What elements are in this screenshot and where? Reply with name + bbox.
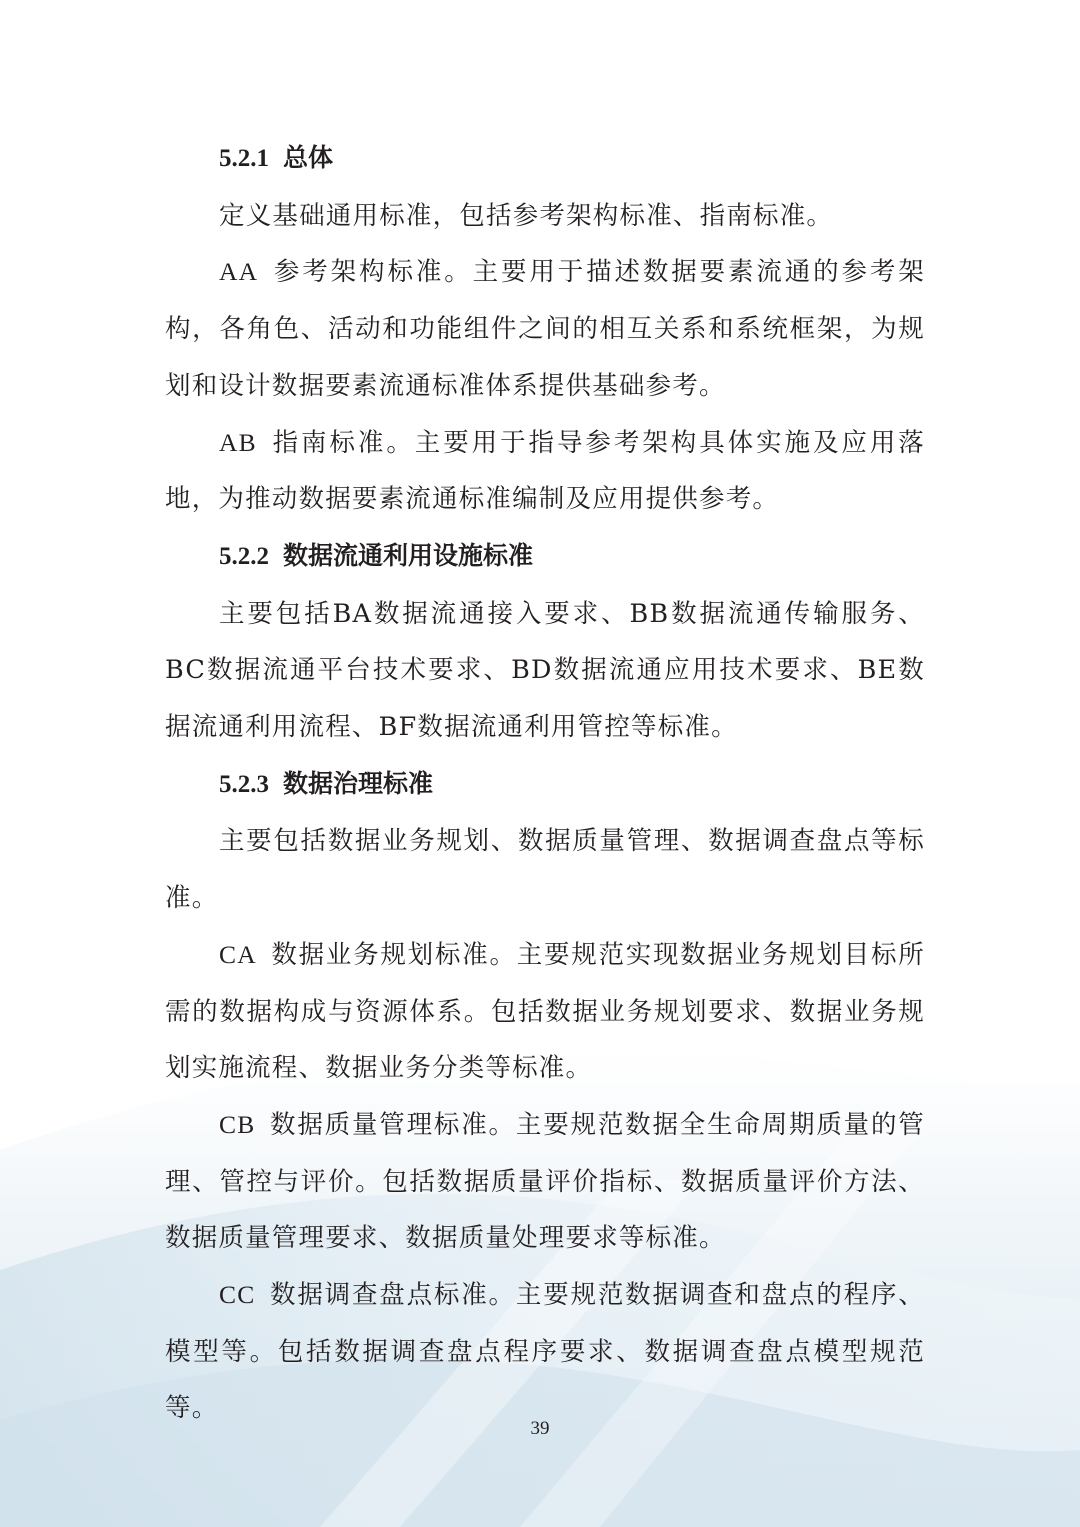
section-number: 5.2.1 bbox=[219, 145, 269, 172]
standard-code: CC bbox=[219, 1280, 256, 1310]
section-title: 总体 bbox=[283, 143, 334, 172]
paragraph-text: 数据调查盘点标准。主要规范数据调查和盘点的程序、模型等。包括数据调查盘点程序要求、数据调查盘点模型规范等。 bbox=[165, 1280, 925, 1424]
section-number: 5.2.2 bbox=[219, 542, 269, 570]
section-title: 数据流通利用设施标准 bbox=[283, 540, 534, 570]
paragraph bbox=[165, 244, 925, 414]
paragraph bbox=[165, 586, 925, 756]
paragraph-text: 数据业务规划标准。主要规范实现数据业务规划目标所需的数据构成与资源体系。包括数据业务规划要求、数据业务规划实施流程、数据业务分类等标准。 bbox=[165, 939, 925, 1084]
paragraph bbox=[165, 1097, 925, 1267]
paragraph-text: 定义基础通用标准，包括参考架构标准、指南标准。 bbox=[219, 200, 834, 231]
paragraph-text: 参考架构标准。主要用于描述数据要素流通的参考架构，各角色、活动和功能组件之间的相互关系和系统框架，为规划和设计数据要素流通标准体系提供基础参考。 bbox=[165, 257, 925, 401]
paragraph bbox=[165, 1267, 925, 1437]
paragraph-text: 主要包括BA数据流通接入要求、BB数据流通传输服务、BC数据流通平台技术要求、BD数据流通应用技术要求、BE数据流通利用流程、BF数据流通利用管控等标准。 bbox=[165, 598, 925, 743]
section-title: 数据治理标准 bbox=[283, 768, 434, 798]
paragraph bbox=[165, 813, 925, 926]
standard-code: CA bbox=[219, 939, 257, 969]
section-heading-5-2-2 bbox=[165, 528, 925, 586]
paragraph-text: 指南标准。主要用于指导参考架构具体实施及应用落地，为推动数据要素流通标准编制及应用提供参考。 bbox=[165, 427, 925, 515]
paragraph bbox=[165, 927, 925, 1097]
paragraph bbox=[165, 415, 925, 528]
paragraph bbox=[165, 188, 925, 245]
standard-code: CB bbox=[219, 1109, 256, 1139]
document-body bbox=[165, 130, 925, 1437]
paragraph-text: 数据质量管理标准。主要规范数据全生命周期质量的管理、管控与评价。包括数据质量评价指标、数据质量评价方法、数据质量管理要求、数据质量处理要求等标准。 bbox=[165, 1109, 925, 1254]
standard-code: AB bbox=[219, 427, 257, 457]
paragraph-text: 主要包括数据业务规划、数据质量管理、数据调查盘点等标准。 bbox=[165, 826, 925, 914]
section-heading-5-2-3 bbox=[165, 756, 925, 814]
page-number: 39 bbox=[530, 1418, 550, 1439]
standard-code: AA bbox=[219, 257, 259, 287]
section-number: 5.2.3 bbox=[219, 770, 269, 798]
section-heading-5-2-1 bbox=[165, 130, 925, 188]
